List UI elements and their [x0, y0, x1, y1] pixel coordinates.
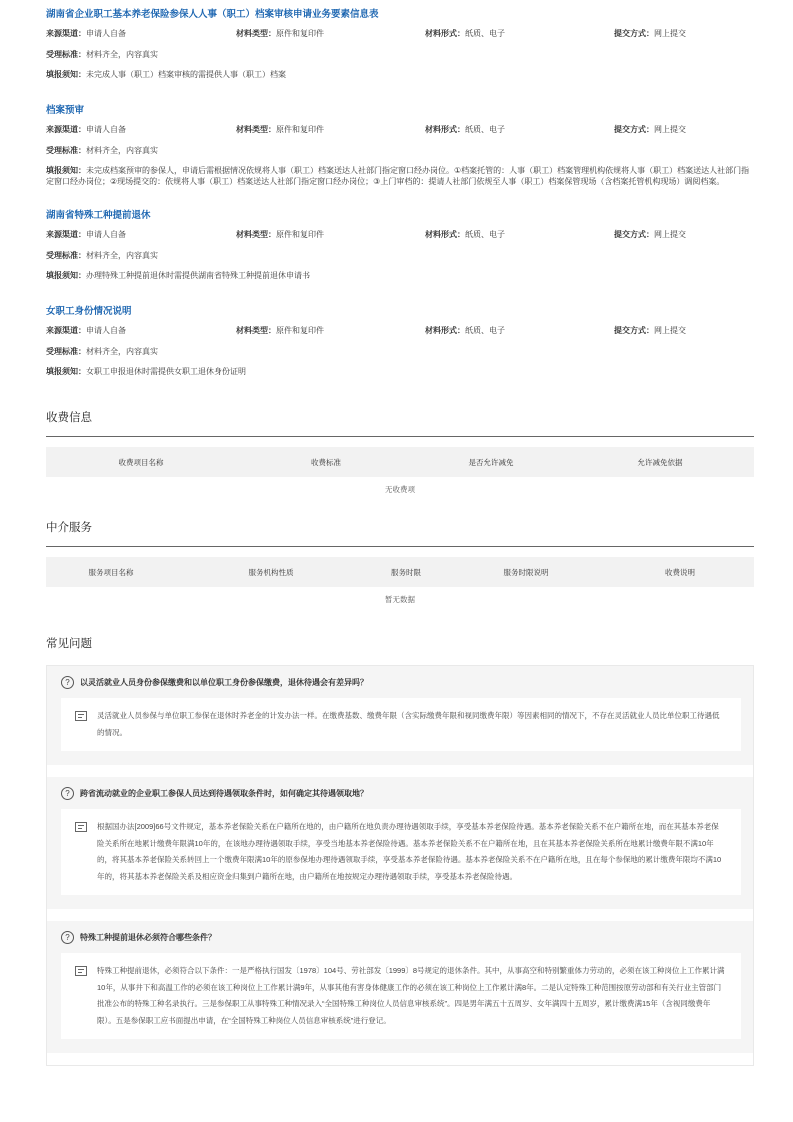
material-title: 湖南省企业职工基本养老保险参保人人事（职工）档案审核申请业务要素信息表 [46, 9, 379, 20]
intermediary-empty-message: 暂无数据 [385, 595, 415, 604]
source-value: 申请人自备 [86, 125, 126, 134]
faq-question-text: 特殊工种提前退休必须符合哪些条件？ [80, 932, 216, 942]
section-divider [46, 546, 754, 547]
submit-method-value: 网上提交 [654, 326, 686, 335]
question-icon: ? [61, 676, 74, 689]
faq-answer-text: 灵活就业人员参保与单位职工参保在退休时养老金的计发办法一样。在缴费基数、缴费年限（含实际缴费年限和视同缴费年限）等因素相同的情况下，不存在灵活就业人员比单位职工待遇低的情况。 [97, 711, 720, 737]
source-value: 申请人自备 [86, 326, 126, 335]
material-form-value: 纸质、电子 [465, 326, 505, 335]
material-title: 湖南省特殊工种提前退休 [46, 210, 151, 221]
notes-line [46, 270, 754, 281]
material-type-label: 材料类型： [236, 230, 276, 239]
answer-icon [75, 711, 87, 721]
acceptance-line [46, 49, 754, 60]
acceptance-line [46, 250, 754, 261]
intermediary-col-limit-desc: 服务时限说明 [503, 567, 549, 577]
material-block [46, 305, 754, 377]
faq-answer [61, 953, 741, 1039]
source-value: 申请人自备 [86, 230, 126, 239]
intermediary-table-header [46, 557, 754, 587]
fee-empty-message: 无收费项 [385, 485, 415, 494]
material-attributes [46, 228, 754, 241]
material-form-value: 纸质、电子 [465, 29, 505, 38]
faq-question[interactable] [61, 785, 741, 801]
faq-answer-text: 特殊工种提前退休，必须符合以下条件：一是严格执行国发〔1978〕104号、劳社部发〔1999〕8号规定的退休条件。其中，从事高空和特别繁重体力劳动的，必须在该工种岗位上工作累计满10年，从事井下和高温工作的必须在该工种岗位上工作累计满9年，从事其他有害身体健康工作的必须在该工种岗位上工作累计满8年。二是认定特殊工种范围按原劳动部和有关行业主管部门批准公布的特殊工种名录执行。三是参保职工从事特殊工种情况录入“全国特殊工种岗位人员信息审核系统”。四是男年满五十五周岁、女年满四十五周岁，累计缴费满15年（含视同缴费年限）。五是参保职工应书面提出申请，在“全国特殊工种岗位人员信息审核系统”进行登记。 [97, 966, 725, 1025]
faq-item[interactable] [47, 921, 753, 1065]
material-form-label: 材料形式： [425, 326, 465, 335]
notes-value: 办理特殊工种提前退休时需提供湖南省特殊工种提前退休申请书 [86, 271, 310, 280]
material-type-label: 材料类型： [236, 326, 276, 335]
material-form-value: 纸质、电子 [465, 125, 505, 134]
material-form-label: 材料形式： [425, 125, 465, 134]
fee-section [46, 409, 754, 503]
source-label: 来源渠道： [46, 29, 86, 38]
material-attributes [46, 324, 754, 337]
source-value: 申请人自备 [86, 29, 126, 38]
notes-label: 填报须知： [46, 70, 86, 79]
faq-section-title: 常见问题 [46, 638, 92, 650]
question-icon: ? [61, 787, 74, 800]
page-content [46, 0, 754, 1066]
material-type-value: 原件和复印件 [276, 125, 324, 134]
intermediary-col-limit: 服务时限 [391, 567, 421, 577]
faq-question[interactable] [61, 674, 741, 690]
intermediary-col-name: 服务项目名称 [88, 567, 134, 577]
faq-question-text: 以灵活就业人员身份参保缴费和以单位职工身份参保缴费，退休待遇会有差异吗？ [80, 677, 368, 687]
notes-line [46, 69, 754, 80]
notes-line [46, 366, 754, 377]
material-block [46, 104, 754, 187]
section-divider [46, 436, 754, 437]
fee-section-title: 收费信息 [46, 412, 92, 424]
material-title: 女职工身份情况说明 [46, 306, 132, 317]
material-type-value: 原件和复印件 [276, 230, 324, 239]
submit-method-value: 网上提交 [654, 125, 686, 134]
fee-col-name: 收费项目名称 [118, 457, 164, 467]
fee-col-basis: 允许减免依据 [637, 457, 683, 467]
fee-col-standard: 收费标准 [311, 457, 341, 467]
submit-method-label: 提交方式： [614, 125, 654, 134]
acceptance-line [46, 145, 754, 156]
material-block [46, 209, 754, 281]
acceptance-value: 材料齐全，内容真实 [86, 146, 158, 155]
notes-label: 填报须知： [46, 271, 86, 280]
acceptance-label: 受理标准： [46, 251, 86, 260]
submit-method-value: 网上提交 [654, 29, 686, 38]
submit-method-label: 提交方式： [614, 326, 654, 335]
material-form-label: 材料形式： [425, 29, 465, 38]
intermediary-section [46, 519, 754, 613]
submit-method-label: 提交方式： [614, 29, 654, 38]
acceptance-label: 受理标准： [46, 50, 86, 59]
notes-label: 填报须知： [46, 166, 86, 175]
fee-col-reducible: 是否允许减免 [468, 457, 514, 467]
faq-item[interactable] [47, 777, 753, 921]
faq-question-text: 跨省流动就业的企业职工参保人员达到待遇领取条件时，如何确定其待遇领取地？ [80, 788, 368, 798]
notes-value: 女职工申报退休时需提供女职工退休身份证明 [86, 367, 246, 376]
material-type-label: 材料类型： [236, 125, 276, 134]
source-label: 来源渠道： [46, 230, 86, 239]
material-type-label: 材料类型： [236, 29, 276, 38]
material-form-value: 纸质、电子 [465, 230, 505, 239]
notes-line [46, 165, 754, 187]
notes-label: 填报须知： [46, 367, 86, 376]
faq-section [46, 635, 754, 1066]
submit-method-label: 提交方式： [614, 230, 654, 239]
notes-value: 未完成档案预审的参保人，申请后需根据情况依规将人事（职工）档案送达人社部门指定窗口经办岗位。①档案托管的：人事（职工）档案管理机构依规将人事（职工）档案送达人社部门指定窗口经办岗位；②现场提交的：依规将人事（职工）档案送达人社部门指定窗口经办岗位；③上门审档的：提请人社部门依规至人事（职工）档案保管现场（含档案托管机构现场）调阅档案。 [46, 166, 750, 186]
submit-method-value: 网上提交 [654, 230, 686, 239]
faq-answer-text: 根据国办法[2009]66号文件规定，基本养老保险关系在户籍所在地的，由户籍所在地负责办理待遇领取手续，享受基本养老保险待遇。基本养老保险关系不在户籍所在地，而在其基本养老保险关系所在地累计缴费年限满10年的，在该地办理待遇领取手续，享受当地基本养老保险待遇。基本养老保险关系不在户籍所在地，且在其基本养老保险关系所在地累计缴费年限不满10年的，将其基本养老保险关系转回上一个缴费年限满10年的原参保地办理待遇领取手续，享受基本养老保险待遇。基本养老保险关系不在户籍所在地，且在每个参保地的累计缴费年限均不满10年的，将其基本养老保险关系及相应资金归集到户籍所在地，由户籍所在地按规定办理待遇领取手续，享受基本养老保险待遇。 [97, 822, 722, 881]
source-label: 来源渠道： [46, 326, 86, 335]
intermediary-section-title: 中介服务 [46, 522, 92, 534]
source-label: 来源渠道： [46, 125, 86, 134]
intermediary-col-org: 服务机构性质 [248, 567, 294, 577]
fee-table-header [46, 447, 754, 477]
answer-icon [75, 966, 87, 976]
acceptance-label: 受理标准： [46, 347, 86, 356]
acceptance-value: 材料齐全，内容真实 [86, 347, 158, 356]
acceptance-value: 材料齐全，内容真实 [86, 50, 158, 59]
acceptance-label: 受理标准： [46, 146, 86, 155]
faq-item[interactable] [47, 666, 753, 777]
material-type-value: 原件和复印件 [276, 29, 324, 38]
material-type-value: 原件和复印件 [276, 326, 324, 335]
material-block [46, 8, 754, 80]
question-icon: ? [61, 931, 74, 944]
material-title: 档案预审 [46, 105, 85, 116]
acceptance-value: 材料齐全，内容真实 [86, 251, 158, 260]
faq-answer [61, 698, 741, 751]
faq-answer [61, 809, 741, 895]
acceptance-line [46, 346, 754, 357]
material-form-label: 材料形式： [425, 230, 465, 239]
notes-value: 未完成人事（职工）档案审核的需提供人事（职工）档案 [86, 70, 286, 79]
answer-icon [75, 822, 87, 832]
material-attributes [46, 27, 754, 40]
intermediary-col-fee-desc: 收费说明 [665, 567, 695, 577]
faq-question[interactable] [61, 929, 741, 945]
faq-list [46, 665, 754, 1066]
material-attributes [46, 123, 754, 136]
